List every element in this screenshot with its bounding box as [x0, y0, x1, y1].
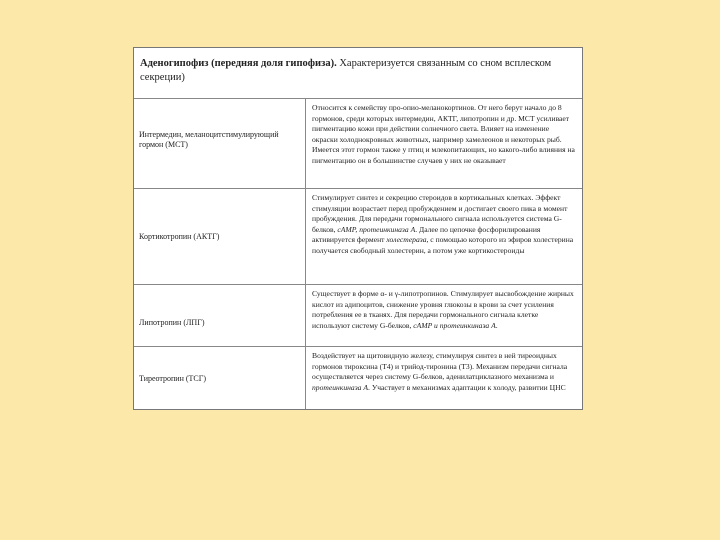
desc-part: .: [495, 320, 498, 330]
desc-part: . Участвует в механизмах адаптации к холоду, развитии ЦНС: [368, 382, 566, 392]
desc-italic: cAMP и протеинкиназа A: [413, 320, 496, 330]
desc-part: Стимулирует синтез и секрецию стероидов в кортикальных клетках. Эффект стимуляции возрастает перед пробуждением и достигает своего пика в момент пробуждения. Для передачи гормонального сигнала используется система G-белков,: [312, 193, 568, 234]
hormone-name: Интермедин, меланоцитстимулирующий гормон (МСТ): [134, 99, 306, 188]
header-description: Характеризуется связанным со сном всплеском секреции): [140, 58, 552, 83]
hormone-description: [306, 285, 582, 346]
hormone-description: Относится к семейству про-опио-меланокортинов. От него берут начало до 8 гормонов, среди которых интермедин, АКТГ, липотропин и др. МСТ усиливает пигментацию кожи при действии солнечного света. Влияет на изменение окраски холоднокровных животных, например хамелеонов и некоторых рыб. Имеется этот гормон также у птиц и млекопитающих, но какого-либо влияния на пигментацию он в большинстве случаев у них не оказывает: [312, 103, 575, 165]
desc-italic: cAMP, протеинкиназа A: [337, 224, 416, 234]
desc-italic: холестераза: [386, 235, 427, 245]
table-row: [134, 285, 582, 347]
hormone-table: [133, 47, 583, 410]
hormone-description: [306, 347, 582, 409]
desc-part: Существует в форме α- и γ-липотропинов. Стимулирует высвобождение жирных кислот из адипоцитов, снижение уровня глюкозы в крови за счет усиления потребления ее в тканях. Для передачи гормонального сигнала клетке используют систему G-белков,: [312, 289, 574, 330]
table-header: [134, 48, 582, 99]
hormone-name: Тиреотропин (ТСГ): [134, 347, 306, 409]
table-row: [134, 99, 582, 189]
desc-part: , с помощью которого из эфиров холестерина получается свободный холестерин, а потом уже кортикостероиды: [312, 235, 574, 255]
table-row: [134, 347, 582, 409]
hormone-description: [306, 189, 582, 284]
desc-italic: протеинкиназа A: [312, 382, 369, 392]
header-bold-title: Аденогипофиз (передняя доля гипофиза).: [140, 58, 337, 69]
desc-part: . Далее по цепочке фосфорилирования активируется фермент: [312, 224, 541, 245]
hormone-name: Липотропин (ЛПГ): [134, 285, 306, 346]
desc-part: Воздействует на щитовидную железу, стимулируя синтез в ней тиреоидных гормонов тироксина (T4) и трийод-тиронина (T3). Механизм передачи сигнала осуществляется через систему G-белков, аденилатциклазного механизма и: [312, 351, 568, 382]
table-row: [134, 189, 582, 285]
hormone-name: Кортикотропин (АКТГ): [134, 189, 306, 284]
